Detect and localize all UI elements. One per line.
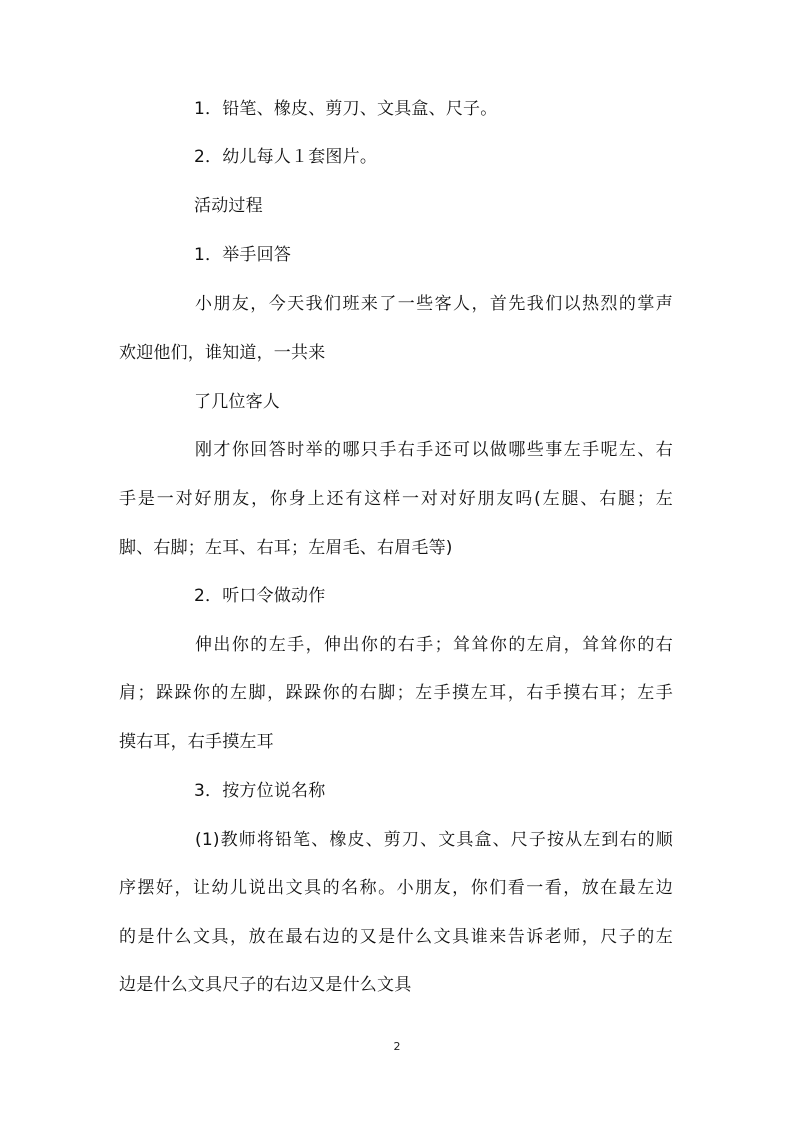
paragraph-line: 序摆好，让幼儿说出文具的名称。小朋友，你们看一看，放在最左边 [119,878,673,898]
paragraph-line: 欢迎他们，谁知道，一共来 [119,343,326,363]
paragraph-line: 肩；跺跺你的左脚，跺跺你的右脚；左手摸左耳，右手摸右耳；左手 [119,683,673,703]
materials-item-2: 2．幼儿每人１套图片。 [194,147,378,167]
section-heading-activity-process: 活动过程 [194,196,263,216]
paragraph-line: 了几位客人 [194,392,280,412]
page-number: 2 [393,1040,401,1053]
step-heading-3: 3．按方位说名称 [194,781,326,801]
paragraph-line: (1)教师将铅笔、橡皮、剪刀、文具盒、尺子按从左到右的顺 [195,830,673,850]
paragraph-line: 刚才你回答时举的哪只手右手还可以做哪些事左手呢左、右 [195,440,673,460]
paragraph-line: 小朋友，今天我们班来了一些客人，首先我们以热烈的掌声 [195,294,673,314]
paragraph-line: 伸出你的左手，伸出你的右手；耸耸你的左肩，耸耸你的右 [195,635,673,655]
paragraph-line: 摸右耳，右手摸左耳 [119,732,274,752]
paragraph-line: 边是什么文具尺子的右边又是什么文具 [119,975,412,995]
materials-item-1: 1．铅笔、橡皮、剪刀、文具盒、尺子。 [194,99,498,119]
paragraph-line: 的是什么文具，放在最右边的又是什么文具谁来告诉老师，尺子的左 [119,927,673,947]
step-heading-1: 1．举手回答 [194,245,292,265]
paragraph-line: 脚、右脚；左耳、右耳；左眉毛、右眉毛等) [119,538,453,558]
paragraph-line: 手是一对好朋友，你身上还有这样一对对好朋友吗(左腿、右腿；左 [119,489,673,509]
step-heading-2: 2．听口令做动作 [194,586,326,606]
